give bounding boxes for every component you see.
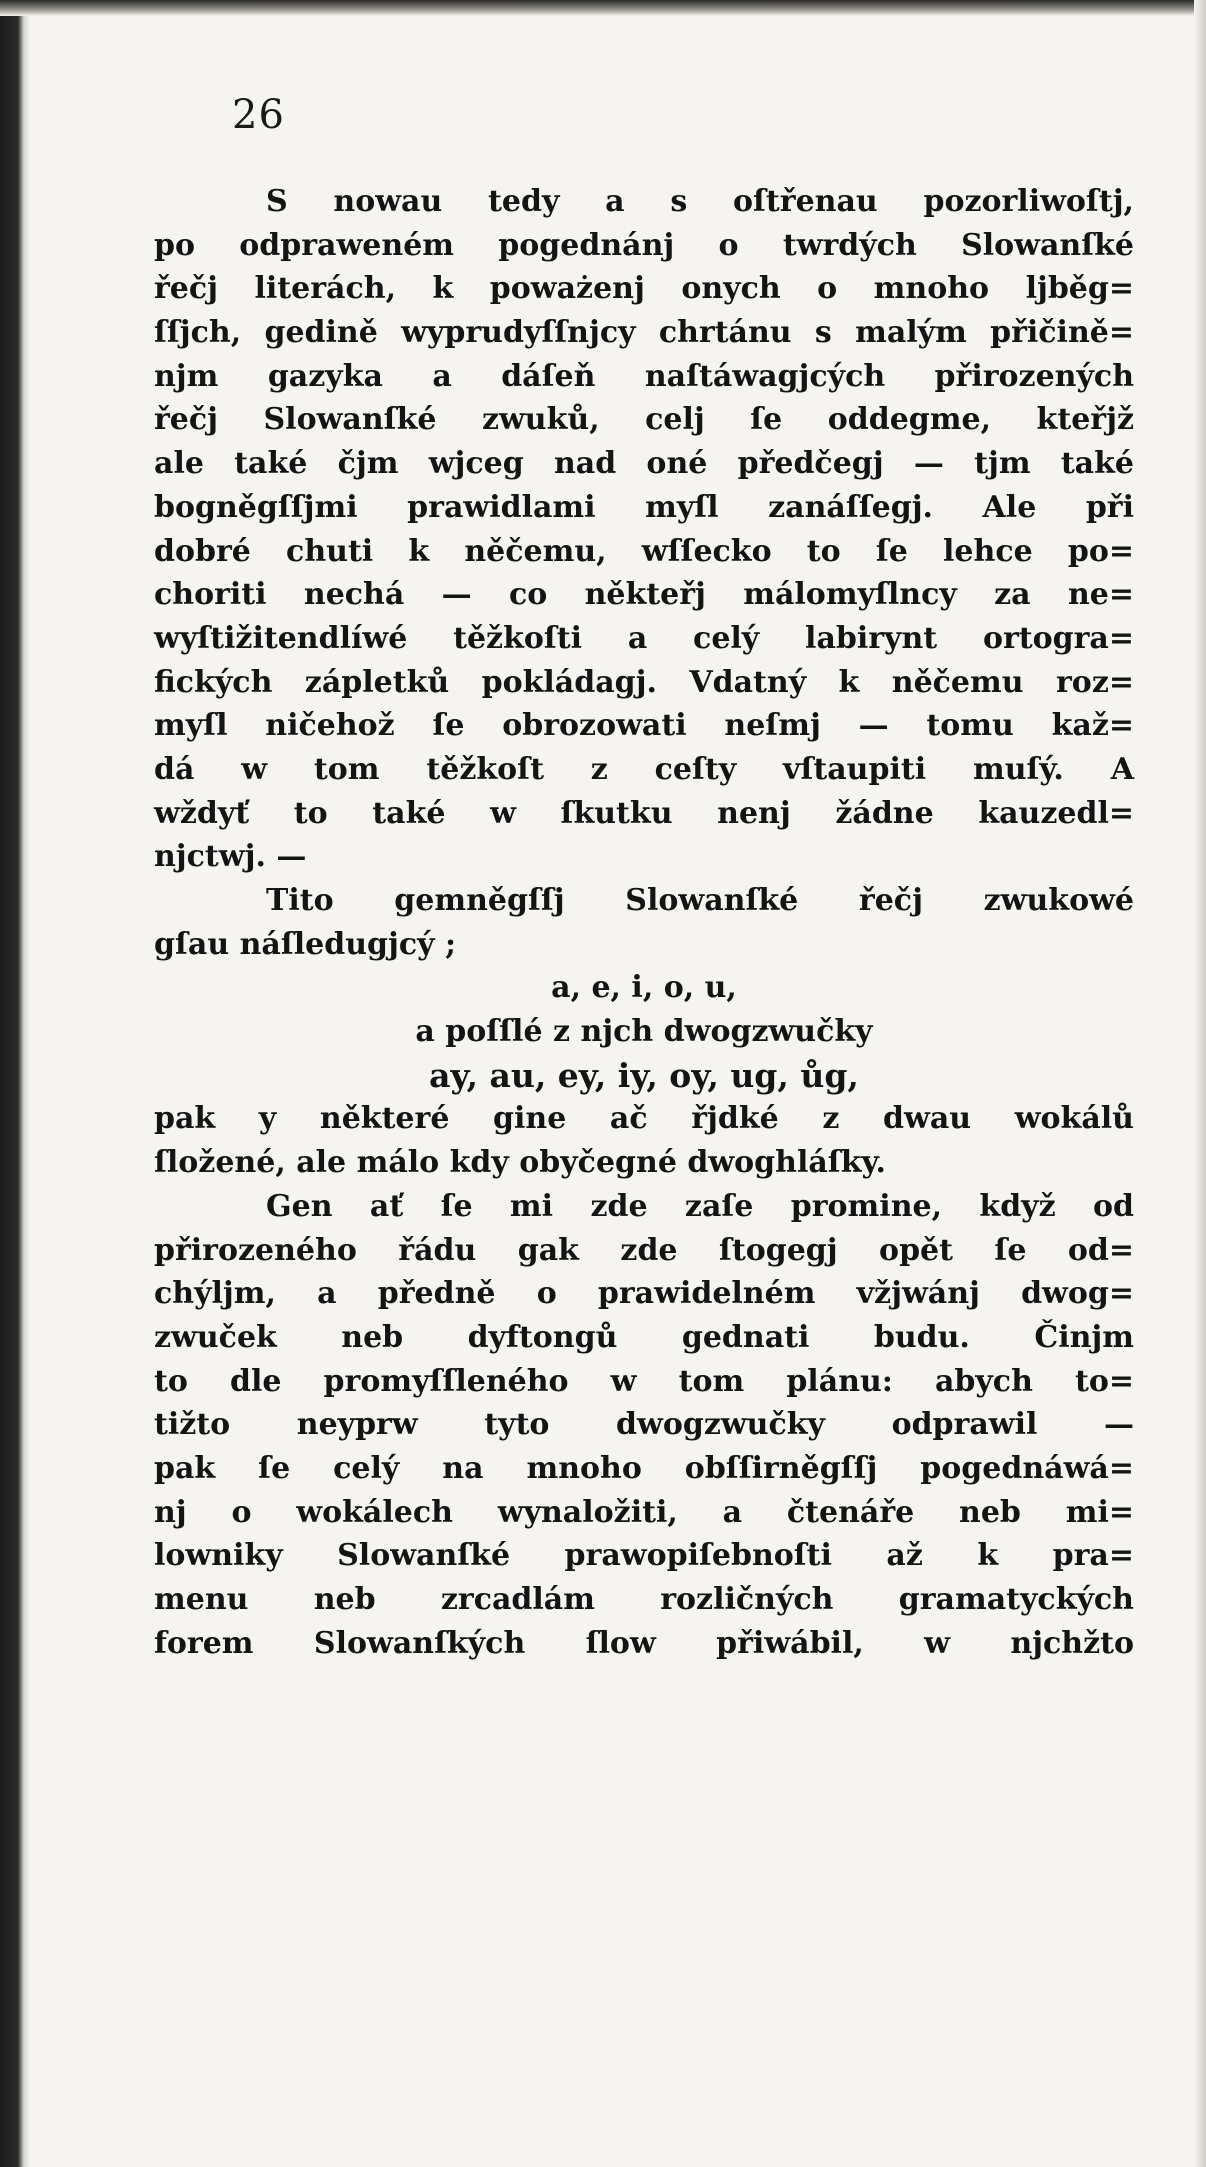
text-line: wždyť to také w ſkutku nenj žádne kauzedl=: [154, 795, 1134, 831]
text-line: menu neb zrcadlám rozličných gramatyckých: [154, 1582, 1134, 1617]
page-top-shadow: [0, 0, 1206, 16]
text-line: S nowau tedy a s oſtřenau pozorliwoſtj,: [266, 184, 1134, 219]
text-line: Tito gemněgſſj Slowanſké řečj zwukowé: [266, 883, 1134, 918]
text-line: dá w tom těžkoſt z ceſty vſtaupiti muſý. A: [154, 751, 1134, 787]
text-line: njm gazyka a dáſeň naſtáwagjcých přirozených: [154, 358, 1134, 394]
text-line: forem Slowanſkých ſlow přiwábil, w njchžto: [154, 1625, 1134, 1661]
text-line: ſſjch, gedině wyprudyſſnjcy chrtánu s malým přičině=: [154, 315, 1134, 351]
text-line: pak ſe celý na mnoho obſſirněgſſj pogednáwá=: [154, 1450, 1134, 1486]
text-line: zwuček neb dyftongů gednati budu. Činjm: [154, 1319, 1134, 1355]
text-line: chýljm, a předně o prawidelném vžjwánj dwog=: [154, 1276, 1134, 1312]
text-line: choriti nechá — co někteřj málomyſlncy za ne=: [154, 577, 1134, 613]
diphthong-list: ay, au, ey, iy, oy, ug, ůg,: [429, 1055, 859, 1095]
text-line: řečj Slowanſké zwuků, celj ſe oddegme, kteřjž: [154, 402, 1134, 438]
text-line: dobré chuti k něčemu, wſſecko to ſe lehce po=: [154, 533, 1134, 569]
text-line: nj o wokálech wynaložiti, a čtenáře neb mi=: [154, 1494, 1134, 1530]
text-line: tižto neyprw tyto dwogzwučky odprawil —: [154, 1407, 1134, 1443]
text-line: to dle promyſſleného w tom plánu: abych to=: [154, 1363, 1134, 1399]
text-line: myſl ničehož ſe obrozowati neſmj — tomu kaž=: [154, 708, 1134, 744]
text-line: přirozeného řádu gak zde ſtogegj opět ſe od=: [154, 1232, 1134, 1268]
text-line: wyſtižitendlíwé těžkoſti a celý labirynt ortogra=: [154, 620, 1134, 656]
text-line: Gen ať ſe mi zde zaſe promine, když od: [266, 1188, 1134, 1224]
text-line: gſau náſledugjcý ;: [154, 926, 457, 962]
vowel-list: a, e, i, o, u,: [551, 970, 737, 1006]
text-line: ſložené, ale málo kdy obyčegné dwoghláſky.: [154, 1145, 886, 1181]
text-line: řečj literách, k poważenj onych o mnoho ljběg=: [154, 271, 1134, 307]
body-text: [154, 180, 1134, 1665]
text-line: njctwj. —: [154, 839, 307, 875]
page-binding-shadow: [0, 0, 30, 2167]
page-number: 26: [232, 92, 285, 138]
text-line: a poſſlé z njch dwogzwučky: [415, 1014, 873, 1050]
text-line: fických zápletků pokládagj. Vdatný k něčemu roz=: [154, 664, 1134, 700]
text-line: ale také čjm wjceg nad oné předčegj — tjm také: [154, 446, 1134, 482]
page-right-edge: [1194, 0, 1206, 2167]
text-line: bogněgſſjmi prawidlami myſl zanáſſegj. Ale při: [154, 489, 1134, 525]
text-line: lowniky Slowanſké prawopiſebnoſti až k pra=: [154, 1538, 1134, 1574]
text-line: pak y některé gine ač řjdké z dwau wokálů: [154, 1101, 1134, 1137]
text-line: po odpraweném pogednánj o twrdých Slowanſké: [154, 227, 1134, 263]
